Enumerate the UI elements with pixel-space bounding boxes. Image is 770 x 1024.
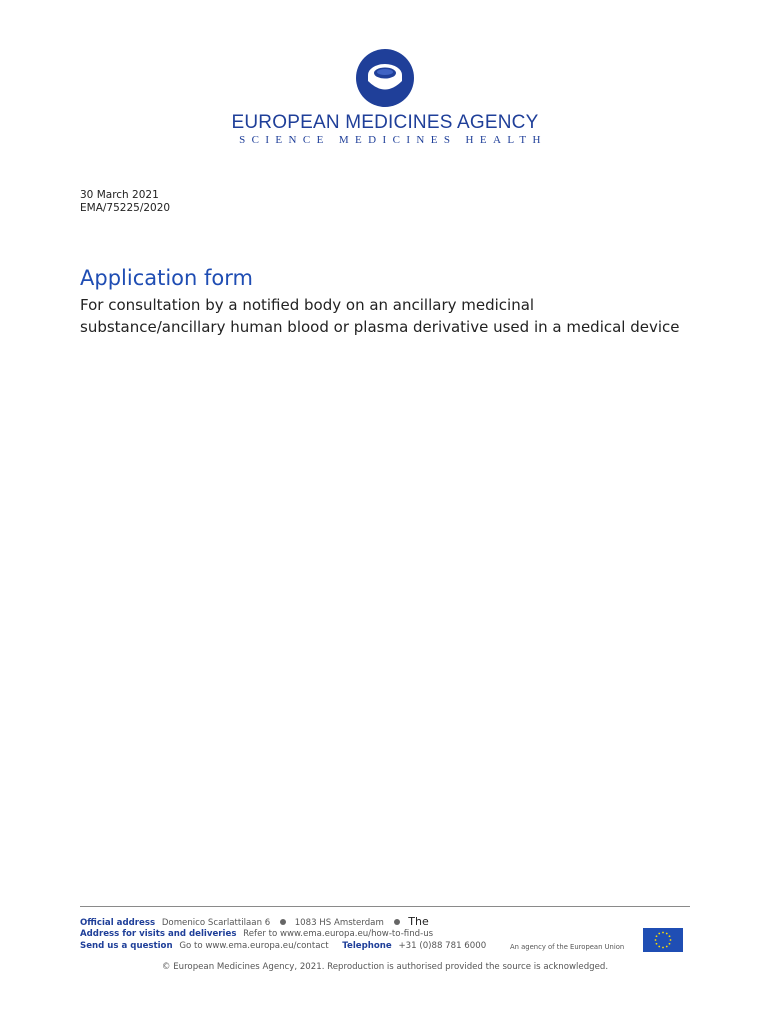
ema-logo [0,48,770,158]
visits-line [80,928,640,940]
telephone-label: Telephone [342,941,392,951]
eu-star-icon [662,947,664,949]
eu-star-icon [658,933,660,935]
bullet-icon [394,919,400,925]
document-meta [80,189,170,215]
official-address-street: Domenico Scarlattilaan 6 [161,918,271,928]
eu-star-icon [666,933,668,935]
official-address-label: Official address [80,918,156,928]
official-address-line [80,916,640,928]
contact-link[interactable]: Go to www.ema.europa.eu/contact [179,941,329,951]
bullet-icon [280,919,286,925]
official-address-trail: The [408,915,429,928]
eu-star-icon [656,943,658,945]
ema-emblem-icon [355,48,415,108]
page-subtitle: For consultation by a notified body on an ancillary medicinal substance/ancillary human blood or plasma derivative used in a medical device [80,296,680,336]
eu-star-icon [670,939,672,941]
eu-star-icon [666,946,668,948]
telephone-value: +31 (0)88 781 6000 [398,941,487,951]
document-date: 30 March 2021 [80,189,159,201]
eu-star-icon [655,939,657,941]
question-label: Send us a question [80,941,173,951]
visits-label: Address for visits and deliveries [80,929,237,939]
eu-star-icon [662,932,664,934]
eu-flag-icon [643,928,683,952]
eu-star-icon [656,935,658,937]
eu-star-icon [658,946,660,948]
agency-note: An agency of the European Union [510,943,625,951]
document-reference: EMA/75225/2020 [80,202,171,214]
page-title: Application form [80,266,253,290]
footer-divider [80,906,690,907]
official-address-postcode: 1083 HS Amsterdam [294,918,384,928]
visits-link[interactable]: Refer to www.ema.europa.eu/how-to-find-us [243,929,434,939]
eu-star-icon [669,935,671,937]
eu-star-icon [669,943,671,945]
agency-name: EUROPEAN MEDICINES AGENCY [231,112,539,133]
agency-tagline: SCIENCE MEDICINES HEALTH [239,134,547,146]
copyright-notice: © European Medicines Agency, 2021. Reproduction is authorised provided the source is acknowledged. [161,962,609,972]
